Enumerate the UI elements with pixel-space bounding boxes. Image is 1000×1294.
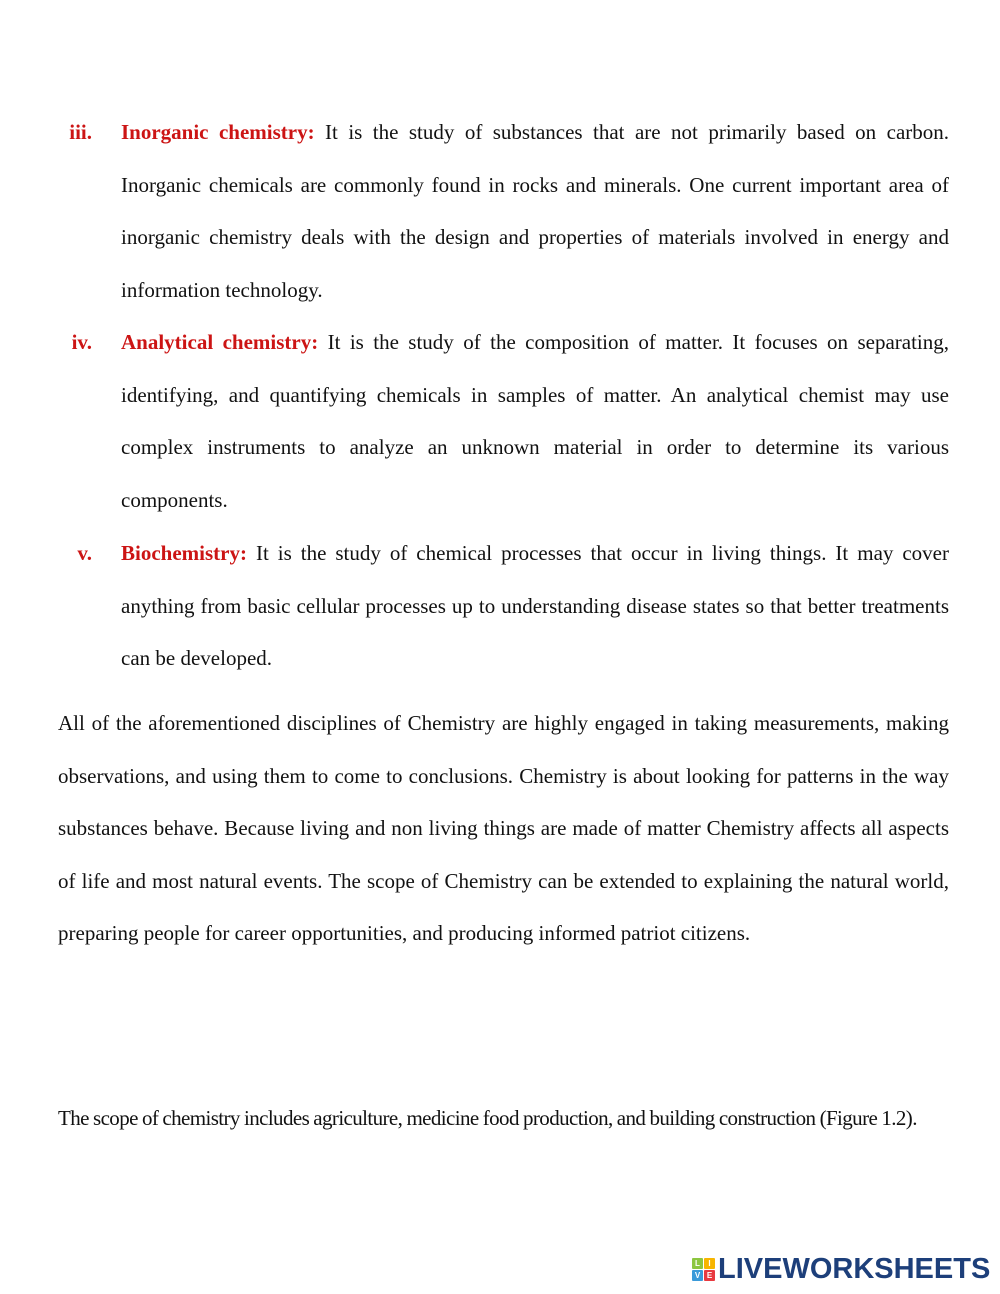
list-marker: iv. (71, 330, 92, 354)
logo-letter-i: I (704, 1258, 715, 1269)
list-marker: iii. (69, 120, 92, 144)
list-marker: v. (77, 541, 92, 565)
term-description: It is the study of chemical processes that occur in living things. It may cover anything from basic cellular processes up to understanding disease states so that better treatments can be developed. (121, 541, 949, 670)
list-item-body (121, 527, 949, 685)
term-heading: Biochemistry: (121, 541, 247, 565)
logo-letter-v: V (692, 1270, 703, 1281)
term-description: It is the study of substances that are not primarily based on carbon. Inorganic chemicals are commonly found in rocks and minerals. One current important area of inorganic chemistry deals with the design and properties of materials involved in energy and information technology. (121, 120, 950, 302)
body-paragraph-figure-ref: The scope of chemistry includes agriculture, medicine food production, and building construction (Figure 1.2). (58, 1106, 917, 1130)
list-item-body (121, 106, 949, 316)
list-item-body (121, 316, 949, 526)
logo-live-icon (692, 1258, 715, 1281)
term-description: It is the study of the composition of matter. It focuses on separating, identifying, and quantifying chemicals in samples of matter. An analytical chemist may use complex instruments to analyze an unknown material in order to determine its various components. (121, 330, 949, 512)
term-heading: Inorganic chemistry: (121, 120, 315, 144)
body-paragraph-scope: All of the aforementioned disciplines of Chemistry are highly engaged in taking measurements, making observations, and using them to come to conclusions. Chemistry is about looking for patterns in the way substances behave. Because living and non living things are made of matter Chemistry affects all aspects of life and most natural events. The scope of Chemistry can be extended to explaining the natural world, preparing people for career opportunities, and producing informed patriot citizens. (58, 711, 949, 945)
logo-letter-l: L (692, 1258, 703, 1269)
term-heading: Analytical chemistry: (121, 330, 319, 354)
logo-letter-e: E (704, 1270, 715, 1281)
logo-wordmark: LIVEWORKSHEETS (718, 1253, 991, 1285)
liveworksheets-logo (692, 1254, 990, 1284)
